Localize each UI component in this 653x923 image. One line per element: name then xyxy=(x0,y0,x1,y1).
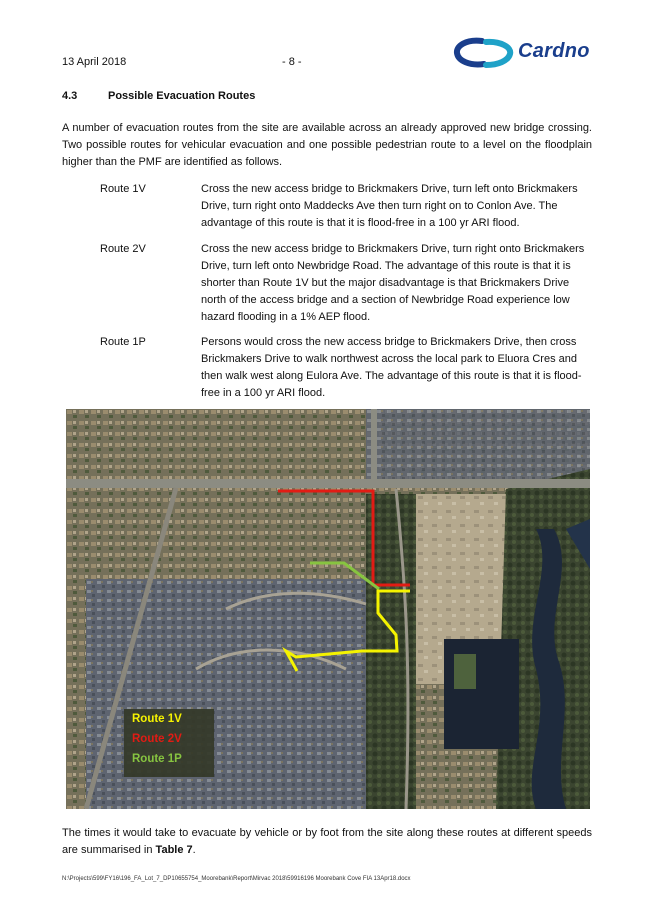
route-1v-label: Route 1V xyxy=(100,183,146,195)
closing-text: The times it would take to evacuate by vehicle or by foot from the site along these routes at different speeds are summarised in xyxy=(62,827,592,856)
header-date: 13 April 2018 xyxy=(62,56,127,68)
legend-route-1p: Route 1P xyxy=(132,753,182,765)
intro-paragraph: A number of evacuation routes from the site are available across an already approved new bridge crossing. Two possible routes for vehicular evacuation and one possible pedestrian route to a level on the floodplain higher than the PMF are identified as follows. xyxy=(62,122,592,168)
route-2v-label: Route 2V xyxy=(100,243,146,255)
table-reference: Table 7 xyxy=(155,844,193,856)
route-1p-label: Route 1P xyxy=(100,336,146,348)
legend-route-2v: Route 2V xyxy=(132,733,182,745)
legend-route-1v: Route 1V xyxy=(132,713,182,725)
map-legend xyxy=(124,709,214,777)
closing-end: . xyxy=(192,844,196,856)
route-2v-description: Cross the new access bridge to Brickmakers Drive, turn right onto Brickmakers Drive, turn left onto Newbridge Road. The advantage of this route is that it is shorter than Route 1V but the major disadvantage is that Brickmakers Drive north of the access bridge and a section of Newbridge Road experience low hazard flooding in a 1% AEP flood. xyxy=(201,243,585,323)
closing-paragraph xyxy=(62,825,592,859)
route-1v-description: Cross the new access bridge to Brickmakers Drive, turn left onto Brickmakers Drive, turn right onto Maddecks Ave then turn right on to Conlon Ave. The advantage of this route is that it is flood-free in a 100 yr ARI flood. xyxy=(201,183,578,229)
cardno-logo xyxy=(452,37,618,69)
footer-file-path: N:\Projects\599\FY16\196_FA_Lot_7_DP10655754_Moorebank\Report\Mirvac 2018\59916196 Moorebank Cove FIA 13Apr18.docx xyxy=(62,876,411,882)
route-1p-description: Persons would cross the new access bridge to Brickmakers Drive, then cross Brickmakers Drive to walk northwest across the local park to Eluora Cres and then walk west along Eulora Ave. The advantage of this route is that it is flood-free in a 100 yr ARI flood. xyxy=(201,336,582,399)
page-number: - 8 - xyxy=(282,56,302,68)
section-title: Possible Evacuation Routes xyxy=(108,90,256,102)
cardno-logo-icon xyxy=(452,37,516,69)
logo-text: Cardno xyxy=(518,40,590,62)
evacuation-route-map xyxy=(66,409,590,809)
section-number: 4.3 xyxy=(62,90,78,102)
